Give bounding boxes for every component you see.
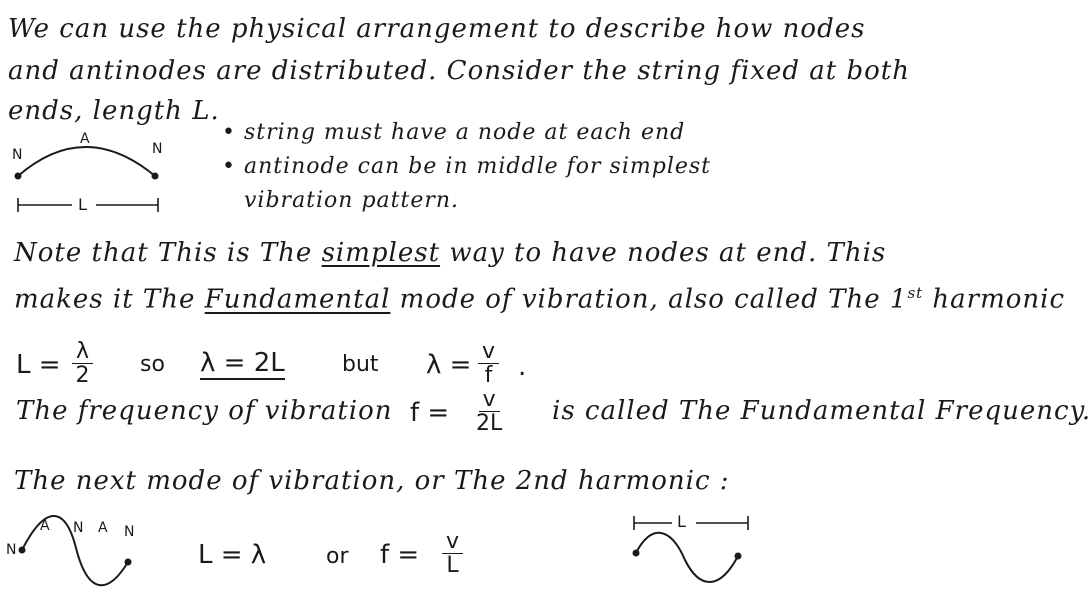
fig2-antinode-1-label: A <box>40 518 50 534</box>
next-mode-line: The next mode of vibration, or The 2nd harmonic : <box>14 466 730 496</box>
intro-line-1: We can use the physical arrangement to describe how nodes <box>8 14 866 44</box>
fig2-antinode-2-label: A <box>98 520 108 536</box>
eq1-lhs: L = <box>16 350 61 380</box>
note-emph-fundamental: Fundamental <box>204 284 391 315</box>
note-line-2-post: mode of vibration, also called The 1 <box>399 284 908 315</box>
fig1-antinode-label: A <box>80 131 90 147</box>
eq3-fraction-v-over-L <box>442 530 463 577</box>
eq1-frac1-denominator: 2 <box>75 363 90 389</box>
note-superscript-st: st <box>907 284 924 302</box>
bullet-antinode-middle: • antinode can be in middle for simplest <box>222 154 712 179</box>
eq1-lambda-eq: λ = <box>426 350 472 380</box>
eq2-post: is called The Fundamental Frequency. <box>552 396 1091 426</box>
note-emph-simplest: simplest <box>321 238 441 268</box>
eq1-fraction-lambda-over-2 <box>72 340 93 387</box>
eq1-period: . <box>518 352 527 382</box>
fig3-length-label: L <box>677 512 686 531</box>
intro-line-2: and antinodes are distributed. Consider the string fixed at both <box>8 56 910 86</box>
eq3-or: or <box>326 544 349 569</box>
fig1-node-right-label: N <box>152 141 163 157</box>
eq1-frac1-numerator: λ <box>72 340 93 364</box>
fig1-node-left-label: N <box>12 147 23 163</box>
eq2-f-eq: f = <box>410 398 450 428</box>
eq3-f-eq: f = <box>380 540 420 570</box>
fig2-node-2-label: N <box>73 520 84 536</box>
note-line-1 <box>14 238 886 268</box>
eq2-pre: The frequency of vibration <box>16 396 393 426</box>
fig2-node-1-label: N <box>6 542 17 558</box>
note-line-2-pre: makes it The <box>14 284 196 315</box>
eq1-boxed-text: λ = 2L <box>200 348 285 378</box>
note-line-2 <box>14 284 1065 315</box>
note-line-1-post: way to have nodes at end. This <box>449 238 887 268</box>
eq1-so: so <box>140 352 165 377</box>
fig1-length-label: L <box>78 195 87 214</box>
bullet-node-at-each-end: • string must have a node at each end <box>222 120 686 145</box>
eq1-frac2-numerator: v <box>478 340 499 364</box>
eq1-but: but <box>342 352 379 377</box>
eq2-fraction-v-over-2L <box>476 388 502 435</box>
second-harmonic-figure-right <box>633 516 749 582</box>
eq2-frac-numerator: v <box>479 388 500 412</box>
eq2-frac-denominator: 2L <box>476 411 503 437</box>
eq1-boxed-result <box>200 348 285 378</box>
fig2-node-3-label: N <box>124 524 135 540</box>
intro-line-3: ends, length L. <box>8 96 220 126</box>
eq1-frac2-denominator: f <box>484 363 493 389</box>
eq3-frac-numerator: v <box>442 530 463 554</box>
note-line-1-pre: Note that This is The <box>14 238 313 268</box>
note-line-2-end: harmonic <box>923 284 1066 315</box>
eq3-frac-denominator: L <box>446 553 459 579</box>
eq3-lhs: L = λ <box>198 540 267 570</box>
bullet-continuation: vibration pattern. <box>244 188 460 213</box>
eq1-fraction-v-over-f <box>478 340 499 387</box>
